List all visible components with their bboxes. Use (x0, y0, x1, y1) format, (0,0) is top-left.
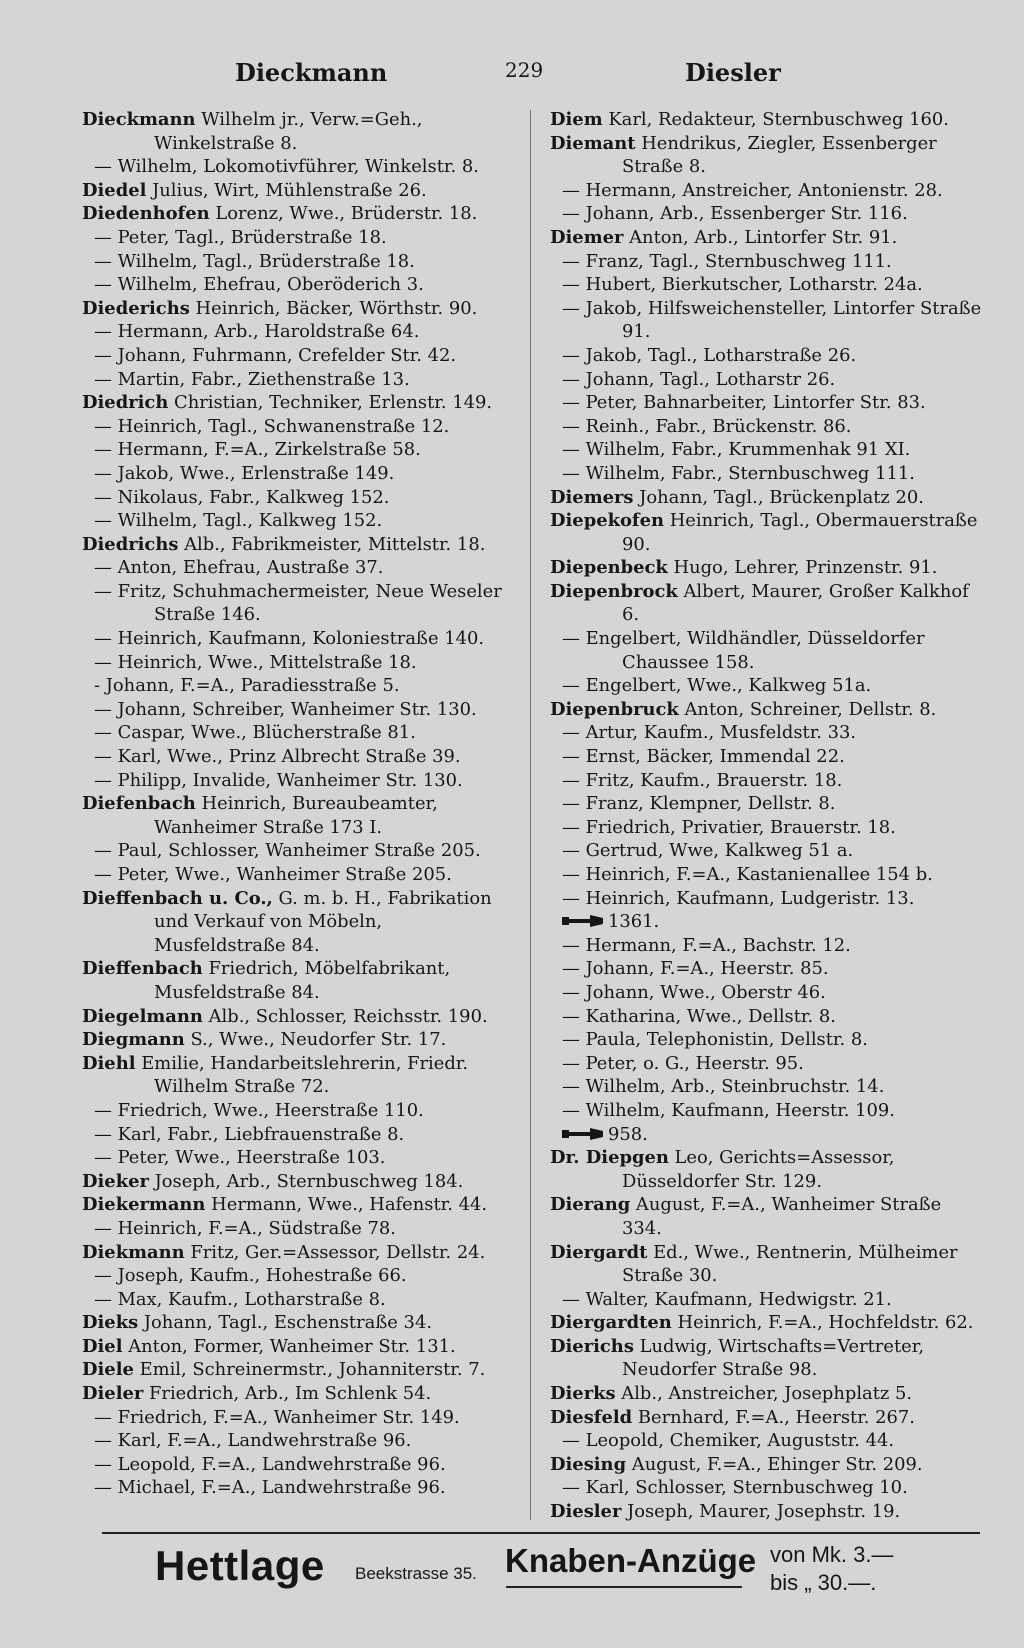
entry-surname: Diepenbrock (550, 580, 678, 602)
entry-details: — Ernst, Bäcker, Immendal 22. (562, 746, 845, 768)
entry-details: — Johann, Tagl., Lotharstr 26. (562, 368, 836, 390)
entry-details: Albert, Maurer, Großer Kalkhof 6. (622, 580, 969, 626)
directory-entry (550, 934, 982, 958)
entry-details: — Hermann, Anstreicher, Antonienstr. 28. (562, 179, 943, 201)
directory-entry (550, 910, 982, 934)
directory-entry (82, 226, 514, 250)
entry-surname: Dieffenbach (82, 958, 203, 980)
directory-entry (550, 1075, 982, 1099)
entry-surname: Dierks (550, 1383, 616, 1405)
entry-details: — Heinrich, F.=A., Kastanienallee 154 b. (562, 864, 933, 885)
entry-details: — Joseph, Kaufm., Hohestraße 66. (94, 1265, 407, 1287)
directory-entry (82, 721, 514, 745)
entry-surname: Dieks (82, 1312, 139, 1334)
entry-details: Alb., Fabrikmeister, Mittelstr. 18. (184, 533, 486, 555)
telephone-icon (562, 1127, 604, 1141)
directory-entry (82, 273, 514, 297)
directory-entry (82, 344, 514, 368)
ad-product: Knaben-Anzüge (505, 1542, 757, 1579)
entry-details: — Nikolaus, Fabr., Kalkweg 152. (94, 486, 390, 508)
directory-entry (82, 250, 514, 274)
entry-details: — Peter, Tagl., Brüderstraße 18. (94, 226, 387, 248)
entry-details: — Hermann, F.=A., Zirkelstraße 58. (94, 439, 421, 461)
directory-entry (82, 839, 514, 863)
directory-entry (82, 1335, 514, 1359)
entry-details: — Johann, Arb., Essenberger Str. 116. (562, 203, 908, 225)
entry-details: — Wilhelm, Arb., Steinbruchstr. 14. (562, 1076, 885, 1098)
entry-details: — Friedrich, Wwe., Heerstraße 110. (94, 1099, 424, 1121)
footer-rule (102, 1532, 980, 1534)
entry-details: — Johann, F.=A., Heerstr. 85. (562, 958, 829, 980)
directory-entry (550, 627, 982, 674)
entry-details: — Wilhelm, Lokomotivführer, Winkelstr. 8. (94, 156, 479, 178)
page-header (80, 58, 980, 98)
directory-entry (82, 1217, 514, 1241)
entry-details: — Martin, Fabr., Ziethenstraße 13. (94, 368, 410, 390)
header-left-keyword: Dieckmann (235, 58, 388, 87)
entry-surname: Diemers (550, 486, 634, 508)
entry-surname: Diepenbruck (550, 698, 679, 720)
entry-details: August, F.=A., Ehinger Str. 209. (631, 1453, 923, 1475)
entry-details: - Johann, F.=A., Paradiesstraße 5. (94, 675, 400, 697)
entry-details: — Paul, Schlosser, Wanheimer Straße 205. (94, 840, 481, 862)
directory-entry (82, 438, 514, 462)
entry-surname: Dierang (550, 1194, 631, 1216)
entry-details: Anton, Schreiner, Dellstr. 8. (684, 698, 937, 720)
entry-surname: Dr. Diepgen (550, 1147, 669, 1169)
entry-details: Friedrich, Möbelfabrikant, Musfeldstraße 84. (154, 958, 451, 1003)
entry-surname: Dieker (82, 1170, 149, 1192)
entry-surname: Dieffenbach u. Co., (82, 887, 273, 909)
entry-surname: Diele (82, 1359, 134, 1381)
advertisement (150, 1538, 980, 1608)
directory-entry (550, 273, 982, 297)
entry-surname: Diedenhofen (82, 203, 210, 225)
directory-entry (82, 674, 514, 698)
entry-details: — Franz, Klempner, Dellstr. 8. (562, 793, 836, 815)
ad-company: Hettlage (155, 1542, 325, 1589)
directory-entry (550, 1241, 982, 1288)
entry-details: Alb., Schlosser, Reichsstr. 190. (208, 1005, 488, 1027)
directory-entry (550, 509, 982, 556)
entry-surname: Dieckmann (82, 109, 196, 130)
entry-details: — Jakob, Hilfsweichensteller, Lintorfer Straße 91. (562, 297, 982, 343)
directory-entry (82, 887, 514, 958)
ad-price-to: bis „ 30.—. (770, 1570, 877, 1595)
directory-entry (550, 415, 982, 439)
entry-surname: Diesfeld (550, 1406, 633, 1428)
directory-entry (82, 1264, 514, 1288)
directory-entry (550, 1028, 982, 1052)
entry-details: — Heinrich, Kaufmann, Koloniestraße 140. (94, 628, 485, 650)
entry-surname: Diemer (550, 226, 624, 248)
entry-details: — Artur, Kaufm., Musfeldstr. 33. (562, 722, 857, 744)
directory-entry (550, 486, 982, 510)
directory-entry (550, 698, 982, 722)
entry-surname: Diekermann (82, 1194, 206, 1216)
entry-details: — Karl, F.=A., Landwehrstraße 96. (94, 1430, 412, 1452)
directory-entry (550, 792, 982, 816)
entry-details: — Peter, Wwe., Heerstraße 103. (94, 1147, 386, 1169)
directory-entry (550, 1193, 982, 1240)
entry-details: Wilhelm jr., Verw.=Geh., Winkelstraße 8. (154, 109, 423, 154)
directory-entry (82, 486, 514, 510)
entry-details: — Gertrud, Wwe, Kalkweg 51 a. (562, 840, 854, 862)
directory-entry (82, 1311, 514, 1335)
directory-entry (82, 1052, 514, 1099)
entry-details: — Peter, o. G., Heerstr. 95. (562, 1052, 804, 1074)
entry-details: — Caspar, Wwe., Blücherstraße 81. (94, 722, 416, 744)
directory-entry (82, 1453, 514, 1477)
directory-entry (82, 320, 514, 344)
entry-details: — Walter, Kaufmann, Hedwigstr. 21. (562, 1288, 892, 1310)
directory-entry (82, 1146, 514, 1170)
directory-entry (82, 1193, 514, 1217)
directory-entry (82, 792, 514, 839)
directory-entry (550, 674, 982, 698)
entry-details: — Heinrich, Wwe., Mittelstraße 18. (94, 651, 417, 673)
entry-details: — Peter, Bahnarbeiter, Lintorfer Str. 83. (562, 392, 926, 414)
directory-entry (82, 202, 514, 226)
entry-details: Joseph, Maurer, Josephstr. 19. (627, 1501, 901, 1523)
entry-details: S., Wwe., Neudorfer Str. 17. (190, 1029, 447, 1051)
directory-entry (550, 769, 982, 793)
entry-details: Heinrich, F.=A., Hochfeldstr. 62. (677, 1312, 974, 1334)
entry-details: — Friedrich, Privatier, Brauerstr. 18. (562, 816, 896, 838)
entry-details: — Michael, F.=A., Landwehrstraße 96. (94, 1477, 446, 1499)
left-column (82, 108, 514, 1500)
entry-details: 958. (608, 1123, 648, 1145)
entry-details: — Wilhelm, Ehefrau, Oberöderich 3. (94, 274, 424, 296)
entry-details: Heinrich, Bäcker, Wörthstr. 90. (195, 297, 478, 319)
entry-details: Bernhard, F.=A., Heerstr. 267. (637, 1406, 915, 1428)
entry-details: — Engelbert, Wwe., Kalkweg 51a. (562, 675, 872, 697)
entry-details: — Leopold, Chemiker, Auguststr. 44. (562, 1430, 895, 1452)
entry-details: — Karl, Wwe., Prinz Albrecht Straße 39. (94, 746, 461, 768)
entry-surname: Diedel (82, 179, 147, 201)
entry-surname: Diesing (550, 1453, 627, 1475)
entry-details: — Johann, Schreiber, Wanheimer Str. 130. (94, 698, 477, 720)
entry-details: — Heinrich, F.=A., Südstraße 78. (94, 1217, 396, 1239)
entry-details: — Jakob, Wwe., Erlenstraße 149. (94, 462, 395, 484)
entry-details: Christian, Techniker, Erlenstr. 149. (174, 392, 493, 414)
directory-entry (82, 1382, 514, 1406)
directory-entry (550, 344, 982, 368)
entry-details: August, F.=A., Wanheimer Straße 334. (622, 1194, 942, 1239)
entry-details: — Johann, Wwe., Oberstr 46. (562, 981, 826, 1003)
entry-details: — Karl, Fabr., Liebfrauenstraße 8. (94, 1123, 405, 1145)
directory-entry (550, 462, 982, 486)
directory-entry (550, 556, 982, 580)
directory-entry (82, 179, 514, 203)
directory-entry (82, 1028, 514, 1052)
directory-entry (550, 1500, 982, 1524)
column-divider (530, 110, 531, 1520)
directory-entry (82, 1476, 514, 1500)
directory-entry (82, 1099, 514, 1123)
directory-entry (550, 981, 982, 1005)
entry-details: — Engelbert, Wildhändler, Düsseldorfer Chaussee 158. (562, 628, 925, 673)
directory-entry (550, 580, 982, 627)
directory-entry (82, 1358, 514, 1382)
directory-entry (550, 132, 982, 179)
ad-price-from: von Mk. 3.— (770, 1542, 894, 1567)
directory-entry (82, 391, 514, 415)
entry-details: — Fritz, Kaufm., Brauerstr. 18. (562, 769, 843, 791)
entry-details: G. m. b. H., Fabrikation und Verkauf von Möbeln, Musfeldstraße 84. (154, 887, 492, 956)
entry-details: Hendrikus, Ziegler, Essenberger Straße 8. (622, 132, 937, 178)
entry-surname: Diem (550, 109, 603, 130)
entry-surname: Diefenbach (82, 793, 196, 815)
directory-entry (550, 391, 982, 415)
entry-details: — Hubert, Bierkutscher, Lotharstr. 24a. (562, 274, 923, 296)
entry-details: — Peter, Wwe., Wanheimer Straße 205. (94, 864, 452, 885)
entry-details: Emil, Schreinermstr., Johanniterstr. 7. (139, 1359, 486, 1381)
entry-details: — Wilhelm, Fabr., Krummenhak 91 XI. (562, 439, 911, 461)
entry-surname: Diehl (82, 1052, 136, 1074)
directory-entry (550, 1382, 982, 1406)
directory-entry (550, 108, 982, 132)
directory-entry (82, 1429, 514, 1453)
directory-entry (550, 1005, 982, 1029)
entry-details: Johann, Tagl., Brückenplatz 20. (639, 486, 924, 508)
directory-entry (82, 863, 514, 887)
directory-entry (550, 721, 982, 745)
entry-details: Anton, Arb., Lintorfer Str. 91. (629, 226, 898, 248)
entry-details: Heinrich, Tagl., Obermauerstraße 90. (622, 510, 978, 555)
entry-details: — Reinh., Fabr., Brückenstr. 86. (562, 415, 852, 437)
directory-entry (82, 1170, 514, 1194)
directory-entry (550, 839, 982, 863)
entry-surname: Diegelmann (82, 1005, 203, 1027)
directory-entry (82, 957, 514, 1004)
entry-details: Fritz, Ger.=Assessor, Dellstr. 24. (190, 1241, 486, 1263)
directory-entry (550, 1288, 982, 1312)
directory-entry (82, 462, 514, 486)
entry-surname: Diedrich (82, 392, 169, 414)
directory-entry (82, 1406, 514, 1430)
entry-details: Karl, Redakteur, Sternbuschweg 160. (608, 109, 949, 130)
entry-details: — Paula, Telephonistin, Dellstr. 8. (562, 1029, 868, 1051)
directory-entry (82, 745, 514, 769)
entry-details: — Philipp, Invalide, Wanheimer Str. 130. (94, 769, 463, 791)
page-number: 229 (505, 58, 544, 82)
directory-entry (550, 816, 982, 840)
directory-entry (82, 698, 514, 722)
ad-product-underline (506, 1586, 742, 1588)
ad-address: Beekstrasse 35. (355, 1564, 477, 1583)
directory-entry (550, 226, 982, 250)
right-column (550, 108, 982, 1524)
entry-details: — Hermann, Arb., Haroldstraße 64. (94, 321, 420, 343)
directory-entry (550, 250, 982, 274)
entry-surname: Diedrichs (82, 533, 179, 555)
entry-details: Joseph, Arb., Sternbuschweg 184. (154, 1170, 464, 1192)
entry-surname: Diel (82, 1335, 123, 1357)
entry-surname: Diederichs (82, 297, 190, 319)
entry-details: 1361. (608, 911, 660, 933)
entry-details: — Wilhelm, Kaufmann, Heerstr. 109. (562, 1099, 895, 1121)
directory-entry (550, 1476, 982, 1500)
directory-entry (82, 533, 514, 557)
directory-entry (550, 179, 982, 203)
entry-surname: Diergardten (550, 1312, 672, 1334)
directory-entry (82, 297, 514, 321)
entry-details: — Franz, Tagl., Sternbuschweg 111. (562, 250, 892, 272)
directory-entry (82, 1288, 514, 1312)
directory-entry (82, 509, 514, 533)
entry-details: Hugo, Lehrer, Prinzenstr. 91. (673, 557, 938, 579)
entry-details: Friedrich, Arb., Im Schlenk 54. (149, 1383, 432, 1405)
entry-details: — Wilhelm, Tagl., Brüderstraße 18. (94, 250, 415, 272)
directory-entry (82, 155, 514, 179)
directory-entry (82, 556, 514, 580)
directory-entry (550, 368, 982, 392)
directory-entry (550, 1123, 982, 1147)
directory-entry (550, 438, 982, 462)
entry-details: Ed., Wwe., Rentnerin, Mülheimer Straße 30. (622, 1241, 958, 1287)
entry-details: Hermann, Wwe., Hafenstr. 44. (211, 1194, 488, 1216)
entry-details: Alb., Anstreicher, Josephplatz 5. (621, 1383, 913, 1405)
directory-entry (82, 769, 514, 793)
entry-details: — Max, Kaufm., Lotharstraße 8. (94, 1288, 386, 1310)
entry-details: — Hermann, F.=A., Bachstr. 12. (562, 934, 851, 956)
header-right-keyword: Diesler (685, 58, 781, 87)
entry-surname: Dierichs (550, 1335, 634, 1357)
entry-details: Julius, Wirt, Mühlenstraße 26. (152, 179, 427, 201)
entry-details: — Heinrich, Tagl., Schwanenstraße 12. (94, 415, 450, 437)
entry-surname: Diepekofen (550, 510, 665, 532)
entry-details: Lorenz, Wwe., Brüderstr. 18. (215, 203, 478, 225)
directory-entry (550, 1052, 982, 1076)
entry-details: — Johann, Fuhrmann, Crefelder Str. 42. (94, 344, 457, 366)
directory-entry (550, 1311, 982, 1335)
entry-surname: Diegmann (82, 1029, 185, 1051)
directory-entry (550, 1099, 982, 1123)
entry-details: Ludwig, Wirtschafts=Vertreter, Neudorfer Straße 98. (622, 1335, 925, 1381)
directory-entry (82, 1005, 514, 1029)
entry-details: — Wilhelm, Fabr., Sternbuschweg 111. (562, 462, 915, 484)
directory-entry (550, 1453, 982, 1477)
directory-entry (82, 368, 514, 392)
directory-entry (82, 627, 514, 651)
directory-entry (550, 297, 982, 344)
entry-details: Anton, Former, Wanheimer Str. 131. (128, 1335, 456, 1357)
entry-details: Johann, Tagl., Eschenstraße 34. (143, 1312, 433, 1334)
entry-details: — Leopold, F.=A., Landwehrstraße 96. (94, 1453, 446, 1475)
directory-entry (550, 1429, 982, 1453)
directory-entry (550, 863, 982, 887)
entry-details: — Fritz, Schuhmachermeister, Neue Weseler Straße 146. (94, 580, 502, 626)
directory-entry (82, 415, 514, 439)
entry-details: — Karl, Schlosser, Sternbuschweg 10. (562, 1477, 908, 1499)
entry-surname: Diesler (550, 1501, 622, 1523)
directory-entry (550, 887, 982, 911)
entry-details: Emilie, Handarbeitslehrerin, Friedr. Wilhelm Straße 72. (141, 1052, 469, 1098)
directory-entry (550, 1406, 982, 1430)
entry-details: — Wilhelm, Tagl., Kalkweg 152. (94, 510, 383, 532)
directory-entry (550, 202, 982, 226)
entry-details: — Friedrich, F.=A., Wanheimer Str. 149. (94, 1406, 460, 1428)
entry-surname: Diepenbeck (550, 557, 668, 579)
entry-details: — Jakob, Tagl., Lotharstraße 26. (562, 344, 857, 366)
entry-details: — Heinrich, Kaufmann, Ludgeristr. 13. (562, 887, 915, 909)
directory-entry (82, 1123, 514, 1147)
directory-entry (82, 651, 514, 675)
entry-details: — Anton, Ehefrau, Austraße 37. (94, 557, 384, 579)
directory-entry (82, 108, 514, 155)
entry-details: Leo, Gerichts=Assessor, Düsseldorfer Str. 129. (622, 1147, 895, 1192)
telephone-icon (562, 914, 604, 928)
directory-entry (550, 1335, 982, 1382)
entry-surname: Diergardt (550, 1241, 648, 1263)
entry-details: Heinrich, Bureaubeamter, Wanheimer Straße 173 I. (154, 793, 438, 838)
entry-surname: Diekmann (82, 1241, 185, 1263)
directory-entry (550, 957, 982, 981)
entry-surname: Diemant (550, 132, 636, 154)
entry-surname: Dieler (82, 1383, 144, 1405)
directory-entry (550, 1146, 982, 1193)
directory-entry (82, 1241, 514, 1265)
directory-entry (550, 745, 982, 769)
entry-details: — Katharina, Wwe., Dellstr. 8. (562, 1005, 836, 1027)
directory-entry (82, 580, 514, 627)
